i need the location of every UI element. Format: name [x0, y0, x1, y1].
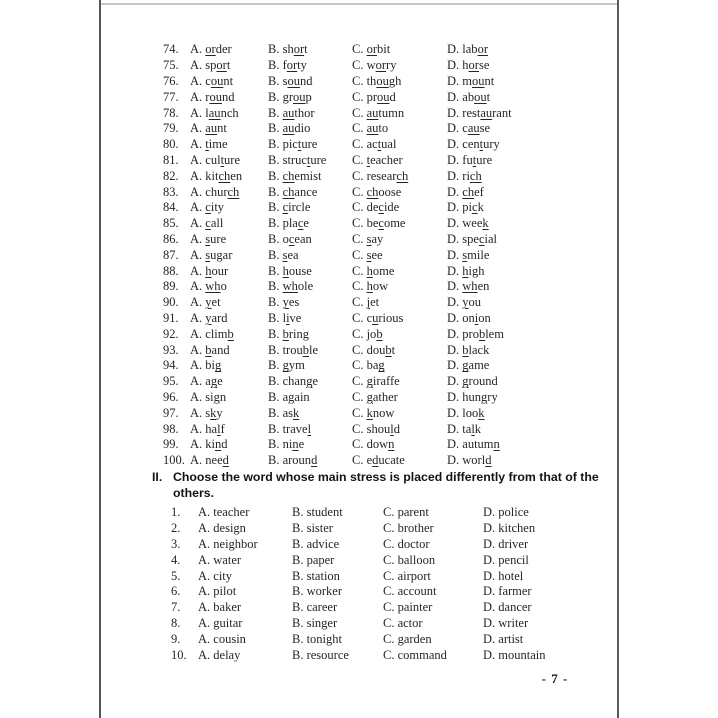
- option-b: B. advice: [292, 536, 340, 551]
- question-row: [0, 58, 718, 74]
- question-number: 3.: [171, 536, 181, 551]
- option-d: D. when: [447, 279, 490, 294]
- question-number: 85.: [163, 216, 179, 231]
- question-row: [0, 200, 718, 216]
- option-c: C. how: [352, 279, 389, 294]
- option-d: D. autumn: [447, 437, 500, 452]
- option-b: B. travel: [268, 421, 312, 436]
- option-a: A. aunt: [190, 121, 227, 136]
- option-a: A. church: [190, 184, 240, 199]
- option-b: B. place: [268, 216, 309, 231]
- option-d: D. world: [447, 453, 492, 468]
- question-row: [0, 437, 718, 453]
- option-d: D. pencil: [483, 552, 529, 567]
- option-b: B. audio: [268, 121, 311, 136]
- section-2-heading: [152, 469, 618, 501]
- option-c: C. down: [352, 437, 395, 452]
- question-row: [0, 453, 718, 469]
- option-b: B. singer: [292, 615, 338, 630]
- option-a: A. neighbor: [198, 536, 258, 551]
- option-a: A. kitchen: [190, 168, 243, 183]
- question-number: 88.: [163, 263, 179, 278]
- question-row: [0, 505, 718, 521]
- option-c: C. see: [352, 247, 383, 262]
- option-c: C. educate: [352, 453, 405, 468]
- option-d: D. onion: [447, 310, 491, 325]
- question-row: [0, 521, 718, 537]
- question-number: 75.: [163, 58, 179, 73]
- option-b: B. bring: [268, 326, 309, 341]
- question-number: 77.: [163, 89, 179, 104]
- option-c: C. painter: [383, 600, 433, 615]
- option-a: A. teacher: [198, 505, 250, 520]
- option-b: B. chance: [268, 184, 318, 199]
- option-c: C. should: [352, 421, 400, 436]
- option-d: D. hotel: [483, 568, 524, 583]
- option-a: A. water: [198, 552, 242, 567]
- question-number: 97.: [163, 405, 179, 420]
- option-a: A. yard: [190, 310, 228, 325]
- question-number: 80.: [163, 137, 179, 152]
- option-d: D. horse: [447, 58, 490, 73]
- question-number: 6.: [171, 584, 181, 599]
- option-a: A. hour: [190, 263, 229, 278]
- option-d: D. dancer: [483, 600, 532, 615]
- question-number: 10.: [171, 647, 187, 662]
- question-row: [0, 616, 718, 632]
- option-c: C. jet: [352, 295, 380, 310]
- option-b: B. around: [268, 453, 318, 468]
- question-row: [0, 153, 718, 169]
- option-a: A. cousin: [198, 631, 246, 646]
- question-row: [0, 600, 718, 616]
- question-number: 4.: [171, 552, 181, 567]
- option-a: A. time: [190, 137, 228, 152]
- question-number: 89.: [163, 279, 179, 294]
- question-number: 83.: [163, 184, 179, 199]
- option-d: D. talk: [447, 421, 482, 436]
- option-a: A. baker: [198, 600, 242, 615]
- question-row: [0, 168, 718, 184]
- question-row: [0, 584, 718, 600]
- option-b: B. student: [292, 505, 343, 520]
- question-number: 7.: [171, 600, 181, 615]
- option-a: A. sure: [190, 231, 227, 246]
- stress-question-list: [0, 505, 718, 663]
- option-c: C. curious: [352, 310, 404, 325]
- option-c: C. actor: [383, 615, 423, 630]
- option-c: C. command: [383, 647, 447, 662]
- option-b: B. whole: [268, 279, 314, 294]
- option-b: B. house: [268, 263, 312, 278]
- option-b: B. tonight: [292, 631, 343, 646]
- question-number: 79.: [163, 121, 179, 136]
- page-number: - 7 -: [541, 671, 569, 686]
- question-row: [0, 295, 718, 311]
- option-b: B. structure: [268, 152, 327, 167]
- option-b: B. chemist: [268, 168, 322, 183]
- question-number: 96.: [163, 389, 179, 404]
- option-d: D. driver: [483, 536, 529, 551]
- option-c: C. research: [352, 168, 409, 183]
- option-a: A. band: [190, 342, 230, 357]
- option-b: B. gym: [268, 358, 305, 373]
- question-number: 5.: [171, 568, 181, 583]
- option-d: D. problem: [447, 326, 504, 341]
- question-number: 9.: [171, 631, 181, 646]
- question-number: 87.: [163, 247, 179, 262]
- question-row: [0, 89, 718, 105]
- option-b: B. group: [268, 89, 312, 104]
- option-c: C. say: [352, 231, 384, 246]
- question-number: 100.: [163, 453, 185, 468]
- question-row: [0, 105, 718, 121]
- question-row: [0, 647, 718, 663]
- option-d: D. special: [447, 231, 498, 246]
- question-row: [0, 121, 718, 137]
- option-b: B. sound: [268, 73, 313, 88]
- option-a: A. design: [198, 521, 246, 536]
- option-d: D. smile: [447, 247, 490, 262]
- option-d: D. game: [447, 358, 490, 373]
- option-a: A. pilot: [198, 584, 237, 599]
- option-a: A. half: [190, 421, 225, 436]
- option-d: D. week: [447, 216, 489, 231]
- option-d: D. artist: [483, 631, 524, 646]
- question-row: [0, 184, 718, 200]
- question-number: 93.: [163, 342, 179, 357]
- option-d: D. restaurant: [447, 105, 512, 120]
- question-row: [0, 358, 718, 374]
- question-number: 74.: [163, 42, 179, 57]
- option-b: B. resource: [292, 647, 349, 662]
- option-c: C. balloon: [383, 552, 436, 567]
- option-b: B. live: [268, 310, 302, 325]
- question-number: 94.: [163, 358, 179, 373]
- question-row: [0, 232, 718, 248]
- question-number: 95.: [163, 374, 179, 389]
- option-c: C. decide: [352, 200, 400, 215]
- option-a: A. kind: [190, 437, 228, 452]
- option-d: D. mount: [447, 73, 495, 88]
- option-a: A. city: [190, 200, 225, 215]
- option-c: C. job: [352, 326, 383, 341]
- option-c: C. account: [383, 584, 437, 599]
- question-number: 8.: [171, 615, 181, 630]
- option-d: D. cause: [447, 121, 491, 136]
- option-b: B. picture: [268, 137, 318, 152]
- option-d: D. pick: [447, 200, 484, 215]
- option-d: D. ground: [447, 374, 498, 389]
- option-a: A. city: [198, 568, 233, 583]
- option-c: C. proud: [352, 89, 396, 104]
- option-b: B. trouble: [268, 342, 319, 357]
- page-border-top: [101, 3, 617, 5]
- option-c: C. airport: [383, 568, 431, 583]
- option-a: A. delay: [198, 647, 241, 662]
- question-number: 91.: [163, 310, 179, 325]
- question-number: 76.: [163, 73, 179, 88]
- option-c: C. giraffe: [352, 374, 400, 389]
- option-c: C. gather: [352, 389, 398, 404]
- option-b: B. worker: [292, 584, 342, 599]
- option-b: B. author: [268, 105, 315, 120]
- option-b: B. career: [292, 600, 338, 615]
- option-c: C. know: [352, 405, 395, 420]
- option-b: B. forty: [268, 58, 307, 73]
- option-c: C. parent: [383, 505, 429, 520]
- option-c: C. brother: [383, 521, 434, 536]
- question-row: [0, 74, 718, 90]
- section-2-numeral: II.: [152, 470, 163, 484]
- option-a: A. who: [190, 279, 227, 294]
- option-a: A. round: [190, 89, 235, 104]
- question-row: [0, 279, 718, 295]
- option-d: D. kitchen: [483, 521, 536, 536]
- question-row: [0, 42, 718, 58]
- option-c: C. autumn: [352, 105, 405, 120]
- option-a: A. sign: [190, 389, 227, 404]
- question-row: [0, 263, 718, 279]
- option-d: D. mountain: [483, 647, 546, 662]
- option-a: A. culture: [190, 152, 241, 167]
- option-d: D. rich: [447, 168, 482, 183]
- question-row: [0, 537, 718, 553]
- question-row: [0, 326, 718, 342]
- option-a: A. need: [190, 453, 229, 468]
- option-a: A. order: [190, 42, 232, 57]
- option-d: D. hungry: [447, 389, 498, 404]
- option-b: B. sea: [268, 247, 299, 262]
- question-number: 2.: [171, 521, 181, 536]
- option-c: C. garden: [383, 631, 432, 646]
- question-row: [0, 631, 718, 647]
- option-b: B. nine: [268, 437, 305, 452]
- option-b: B. short: [268, 42, 308, 57]
- question-row: [0, 342, 718, 358]
- section-2-instruction: Choose the word whose main stress is placed differently from that of the others.: [173, 470, 599, 500]
- option-a: A. big: [190, 358, 222, 373]
- option-c: C. doctor: [383, 536, 430, 551]
- option-b: B. station: [292, 568, 340, 583]
- option-a: A. guitar: [198, 615, 243, 630]
- question-number: 78.: [163, 105, 179, 120]
- option-b: B. paper: [292, 552, 335, 567]
- option-c: C. orbit: [352, 42, 391, 57]
- question-row: [0, 137, 718, 153]
- option-a: A. yet: [190, 295, 221, 310]
- option-d: D. future: [447, 152, 493, 167]
- option-c: C. home: [352, 263, 395, 278]
- option-d: D. police: [483, 505, 529, 520]
- option-b: B. circle: [268, 200, 311, 215]
- option-c: C. choose: [352, 184, 402, 199]
- option-a: A. sugar: [190, 247, 233, 262]
- option-d: D. about: [447, 89, 491, 104]
- question-number: 92.: [163, 326, 179, 341]
- option-c: C. auto: [352, 121, 389, 136]
- question-number: 99.: [163, 437, 179, 452]
- option-c: C. bag: [352, 358, 385, 373]
- option-c: C. become: [352, 216, 406, 231]
- option-b: B. yes: [268, 295, 300, 310]
- option-a: A. climb: [190, 326, 234, 341]
- option-a: A. sky: [190, 405, 223, 420]
- question-row: [0, 374, 718, 390]
- option-d: D. farmer: [483, 584, 532, 599]
- option-a: A. call: [190, 216, 224, 231]
- question-number: 86.: [163, 231, 179, 246]
- pronunciation-question-list: [0, 42, 718, 469]
- question-number: 82.: [163, 168, 179, 183]
- option-d: D. you: [447, 295, 482, 310]
- question-row: [0, 568, 718, 584]
- option-c: C. teacher: [352, 152, 403, 167]
- question-row: [0, 405, 718, 421]
- option-c: C. worry: [352, 58, 397, 73]
- question-number: 81.: [163, 152, 179, 167]
- question-row: [0, 216, 718, 232]
- question-row: [0, 552, 718, 568]
- question-number: 98.: [163, 421, 179, 436]
- question-number: 1.: [171, 505, 181, 520]
- option-d: D. century: [447, 137, 500, 152]
- question-row: [0, 390, 718, 406]
- option-b: B. sister: [292, 521, 333, 536]
- question-row: [0, 247, 718, 263]
- option-d: D. chef: [447, 184, 484, 199]
- option-b: B. ocean: [268, 231, 312, 246]
- question-row: [0, 311, 718, 327]
- option-a: A. age: [190, 374, 223, 389]
- option-a: A. sport: [190, 58, 231, 73]
- option-d: D. black: [447, 342, 490, 357]
- option-b: B. again: [268, 389, 310, 404]
- option-d: D. writer: [483, 615, 529, 630]
- option-a: A. count: [190, 73, 234, 88]
- option-b: B. change: [268, 374, 318, 389]
- option-d: D. look: [447, 405, 485, 420]
- option-d: D. high: [447, 263, 485, 278]
- option-c: C. doubt: [352, 342, 396, 357]
- question-number: 84.: [163, 200, 179, 215]
- option-d: D. labor: [447, 42, 488, 57]
- option-c: C. though: [352, 73, 402, 88]
- question-row: [0, 421, 718, 437]
- question-number: 90.: [163, 295, 179, 310]
- option-a: A. launch: [190, 105, 239, 120]
- option-c: C. actual: [352, 137, 397, 152]
- option-b: B. ask: [268, 405, 300, 420]
